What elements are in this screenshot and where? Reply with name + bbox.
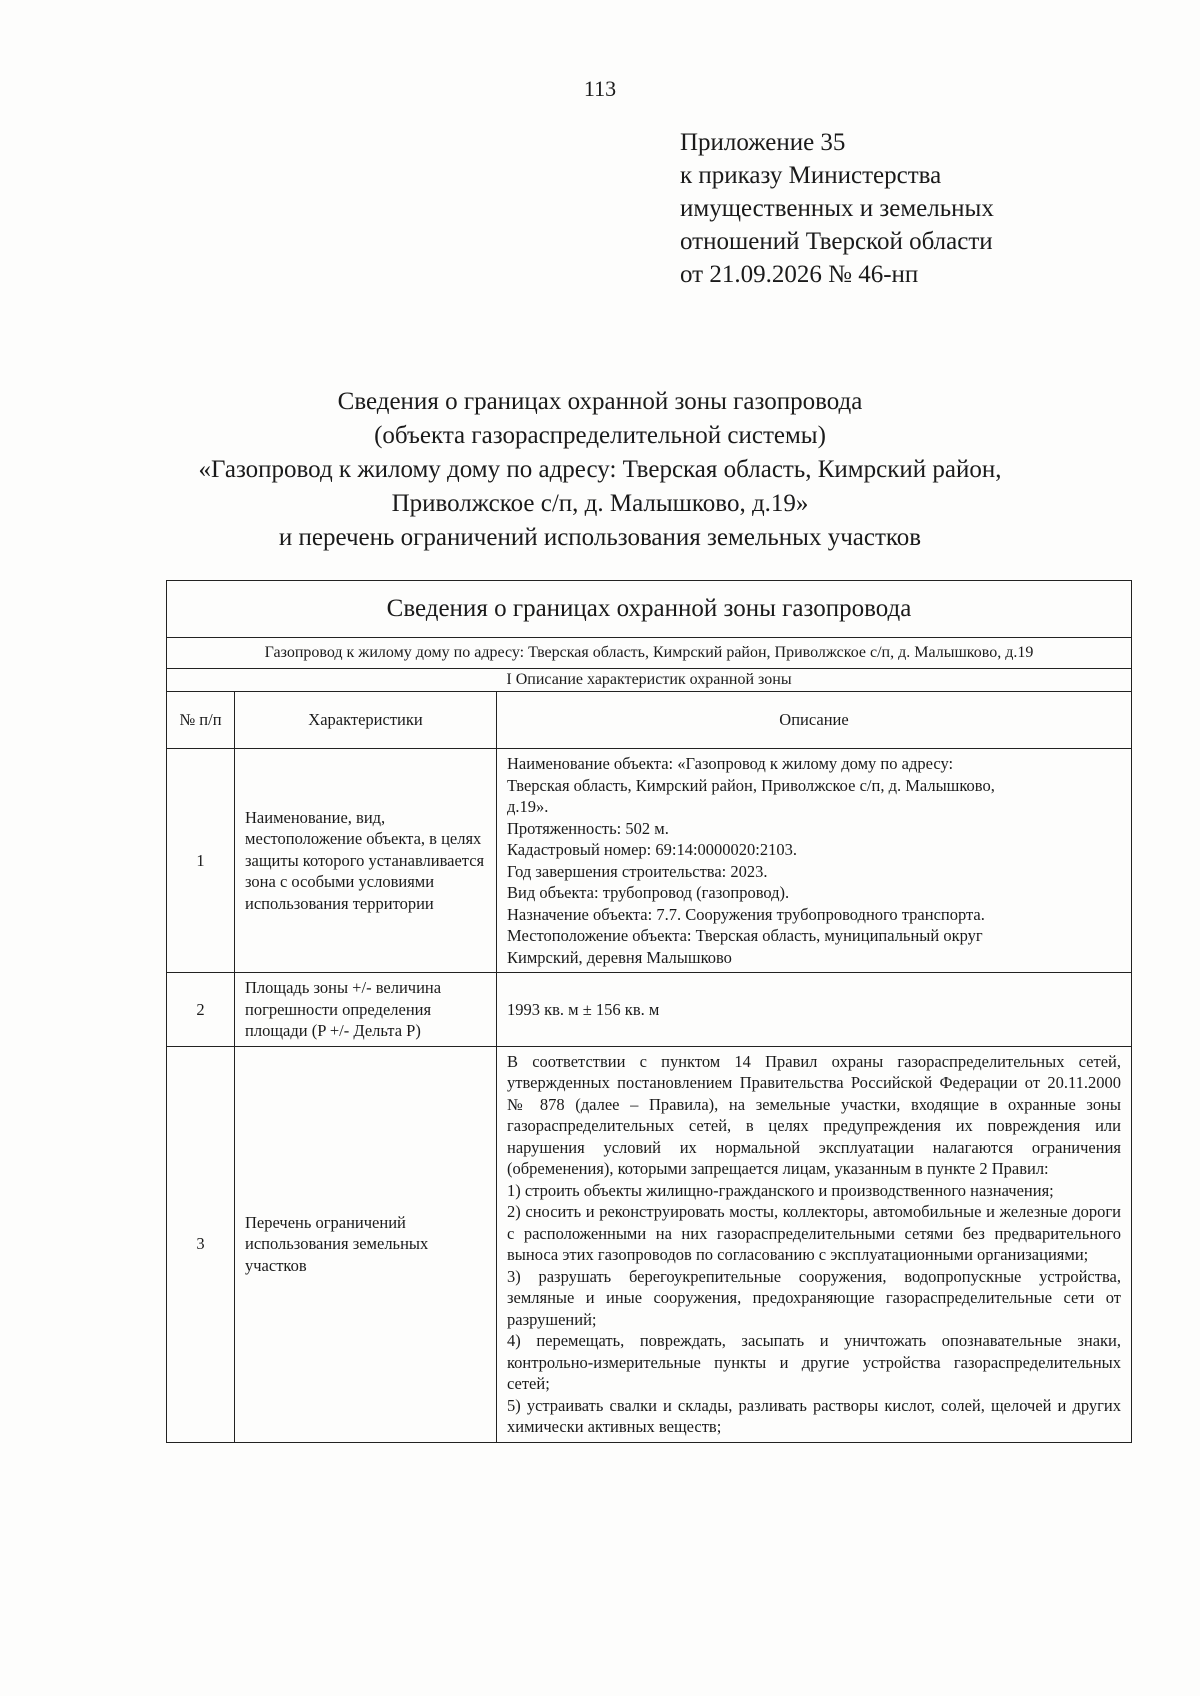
- title-line: Приволжское с/п, д. Малышково, д.19»: [391, 490, 809, 517]
- zone-info-table: [166, 580, 1132, 1443]
- row-description: [497, 749, 1132, 973]
- description-line: Год завершения строительства: 2023.: [507, 861, 768, 881]
- table-row: [167, 749, 1132, 973]
- restriction-item: 2) сносить и реконструировать мосты, коллекторы, автомобильные и железные дороги с расположенными на них газораспределительными сетями без предварительного выноса этих газопроводов по согласованию с эксплуатационными организациями;: [507, 1202, 1121, 1264]
- row-num: 3: [167, 1046, 235, 1442]
- appendix-line: Приложение 35: [680, 129, 846, 156]
- row-characteristic: Перечень ограничений использования земельных участков: [235, 1046, 497, 1442]
- description-line: Местоположение объекта: Тверская область, муниципальный округ: [507, 926, 983, 945]
- title-line: Сведения о границах охранной зоны газопровода: [337, 388, 863, 415]
- row-num: 1: [167, 749, 235, 973]
- row-description: 1993 кв. м ± 156 кв. м: [497, 973, 1132, 1047]
- description-line: Протяженность: 502 м.: [507, 818, 669, 838]
- appendix-block: [680, 126, 994, 291]
- table-row: [167, 973, 1132, 1047]
- description-line: Тверская область, Кимрский район, Приволжское с/п, д. Малышково,: [507, 775, 995, 795]
- document-title: [0, 385, 1200, 555]
- appendix-line: к приказу Министерства: [680, 162, 942, 189]
- col-header-characteristic: Характеристики: [235, 692, 497, 749]
- title-line: и перечень ограничений использования земельных участков: [278, 524, 922, 551]
- description-line: Кадастровый номер: 69:14:0000020:2103.: [507, 840, 798, 859]
- appendix-line: отношений Тверской области: [680, 228, 993, 255]
- restriction-item: 4) перемещать, повреждать, засыпать и уничтожать опознавательные знаки, контрольно-измерительные пункты и другие устройства газораспределительных сетей;: [507, 1331, 1121, 1393]
- description-line: д.19».: [507, 797, 549, 816]
- row-characteristic: Наименование, вид, местоположение объекта, в целях защиты которого устанавливается зона с особыми условиями использования территории: [235, 749, 497, 973]
- restriction-item: 3) разрушать берегоукрепительные сооружения, водопропускные устройства, земляные и иные сооружения, предохраняющие газораспределительные сети от разрушений;: [507, 1266, 1121, 1329]
- appendix-line: от 21.09.2026 № 46-нп: [680, 261, 919, 288]
- col-header-description: Описание: [497, 692, 1132, 749]
- col-header-num: № п/п: [167, 692, 235, 749]
- table-row: [167, 1046, 1132, 1442]
- appendix-line: имущественных и земельных: [680, 195, 994, 222]
- description-line: Вид объекта: трубопровод (газопровод).: [507, 883, 790, 902]
- title-line: «Газопровод к жилому дому по адресу: Тверская область, Кимрский район,: [198, 456, 1002, 483]
- column-header-row: [167, 692, 1132, 749]
- row-description: [497, 1046, 1132, 1442]
- object-name-row: Газопровод к жилому дому по адресу: Тверская область, Кимрский район, Приволжское с/п, д. Малышково, д.19: [167, 638, 1132, 669]
- restriction-item: 5) устраивать свалки и склады, разливать растворы кислот, солей, щелочей и других химически активных веществ;: [507, 1395, 1121, 1436]
- description-line: Наименование объекта: «Газопровод к жилому дому по адресу:: [507, 754, 954, 773]
- restriction-paragraph: В соответствии с пунктом 14 Правил охраны газораспределительных сетей, утвержденных постановлением Правительства Российской Федерации от 20.11.2000 № 878 (далее – Правила), на земельные участки, входящие в охранные зоны газораспределительных сетей, в целях предупреждения их повреждения или нарушения условий их нормальной эксплуатации налагаются ограничения (обременения), которыми запрещается лицам, указанным в пункте 2 Правил:: [507, 1051, 1121, 1178]
- table-heading: Сведения о границах охранной зоны газопровода: [167, 581, 1132, 638]
- row-num: 2: [167, 973, 235, 1047]
- restriction-item: 1) строить объекты жилищно-гражданского и производственного назначения;: [507, 1180, 1054, 1200]
- row-characteristic: Площадь зоны +/- величина погрешности определения площади (P +/- Дельта P): [235, 973, 497, 1047]
- description-line: Назначение объекта: 7.7. Сооружения трубопроводного транспорта.: [507, 904, 985, 924]
- page-number: 113: [583, 76, 617, 101]
- section-title: I Описание характеристик охранной зоны: [167, 669, 1132, 692]
- description-line: Кимрский, деревня Малышково: [507, 947, 732, 967]
- title-line: (объекта газораспределительной системы): [374, 422, 826, 449]
